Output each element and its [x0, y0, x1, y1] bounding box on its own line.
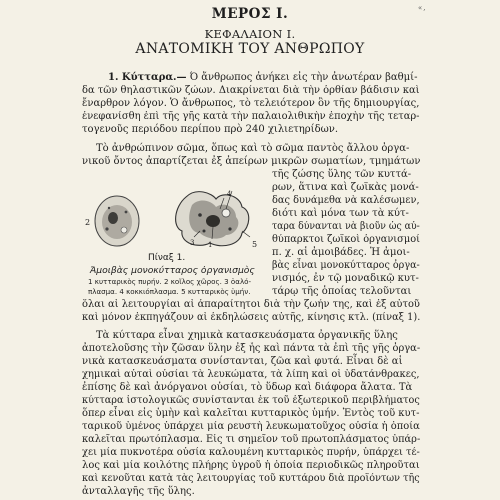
paragraph-line: ὅπερ εἶναι εἰς ὑμὴν καὶ καλεῖται κυτταρικὸς ὑμήν. Ἐντὸς τοῦ κυτ- — [82, 408, 420, 419]
paragraph-line: ὅλαι αἱ λειτουργίαι αἱ ἀπαραίτητοι διὰ τὴν ζωήν της, καὶ ἐξ αὐτοῦ — [82, 299, 420, 310]
paragraph-line: ταρικοῦ ὑμένος ὑπάρχει μία ρευστὴ λευκωματοῦχος οὐσία ἡ ὁποία — [82, 421, 420, 432]
wrap-line: δας δυνάμεθα νὰ καλέσωμεν, — [272, 195, 420, 206]
paragraph-line: ἐπίσης δὲ καὶ ἀνόργανοι οὐσίαι, τὸ ὕδωρ καὶ διάφορα ἄλατα. Τὰ — [82, 382, 413, 393]
paragraph-line: ἀνταλλαγῆς τῆς ὕλης. — [82, 486, 195, 497]
paragraph-line: χημικαὶ αὐταὶ οὐσίαι τὰ λευκώματα, τὰ λίπη καὶ οἱ ὑδατάνθρακες, — [82, 369, 420, 380]
paragraph-line: νικοῦ ὄντος ἀπαρτίζεται ἐξ ἀπείρων μικρῶν σωματίων, τμημάτων — [82, 156, 421, 167]
paragraph-line: ἀποτελοῦσης τὴν ζῶσαν ὕλην ἐξ ἧς καὶ πάντα τὰ ἐπὶ τῆς γῆς ὀργα- — [82, 343, 421, 354]
figure-label-2: 2 — [85, 218, 91, 227]
paragraph-line: χει μία πυκνοτέρα οὐσία καλουμένη κυτταρικὸς πυρήν, ὑπάρχει τέ- — [82, 447, 420, 458]
wrap-line: ταρα δύνανται νὰ βιοῦν ὡς αὐ- — [272, 221, 420, 232]
figure-caption-line: 1 κυτταρικὸς πυρήν. 2 κοῖλος χῶρος. 3 ὁαλό- — [88, 277, 252, 286]
section-heading: 1. Κύτταρα.— — [108, 72, 187, 83]
paragraph-line: νικὰ κατασκευάσματα συνίστανται, ζῶα καὶ φυτά. Εἶναι δὲ αἱ — [82, 356, 403, 367]
paragraph-line: Τὰ κύτταρα εἶναι χημικὰ κατασκευάσματα ὀργανικῆς ὕλης — [96, 330, 398, 341]
figure-caption-subtitle: Ἀμοιβὰς μονοκύτταρος ὀργανισμὸς — [90, 265, 255, 276]
section-first-line — [108, 72, 417, 84]
figure-caption-line: πλασμα. 4 κοκκιόπλασμα. 5 κυτταρικὸς ὑμήν. — [88, 287, 251, 296]
chapter-subtitle: ΑΝΑΤΟΜΙΚΗ ΤΟΥ ΑΝΘΡΩΠΟΥ — [135, 41, 365, 57]
figure-label-1: 1 — [208, 241, 213, 249]
section-text-line: ἐνεφανίσθη ἐπὶ τῆς γῆς κατὰ τὴν παλαιολιθικὴν ἐποχὴν τῆς τεταρ- — [82, 111, 420, 122]
amoeba-left-illustration — [95, 196, 139, 246]
paragraph-line: κύτταρα ἰστολογικῶς συνίστανται ἐκ τοῦ ἐξωτερικοῦ περιβλήματος — [82, 395, 420, 406]
figure-label-4: 4 — [227, 190, 232, 198]
wrap-line: τῆς ζώσης ὕλης τῶν κυττά- — [272, 169, 412, 180]
figure-label-3: 3 — [190, 239, 195, 247]
paragraph-line: λος καὶ μία κοιλότης πλήρης ὑγροῦ ἡ ὁποία περιοδικῶς πληροῦται — [82, 460, 420, 471]
wrap-line: π. χ. αἱ ἀμοιβάδες. Ἡ ἀμοι- — [272, 247, 410, 258]
part-title: ΜΕΡΟΣ Ι. — [211, 6, 289, 22]
wrap-line: ρων, ἅτινα καὶ ζωϊκὰς μονά- — [272, 182, 419, 193]
corner-mark: «, — [418, 4, 427, 12]
chapter-title: ΚΕΦΑΛΑΙΟΝ Ι. — [204, 27, 296, 41]
section-text-line: Ό ἄνθρωπος ἀνήκει εἰς τὴν ἀνωτέραν βαθμί- — [189, 72, 418, 83]
section-text-line: ἔναρθρον λόγον. Ὁ ἄνθρωπος, τὸ τελειότερον ὂν τῆς δημιουργίας, — [82, 98, 420, 109]
amoeba-right-illustration — [176, 191, 250, 246]
paragraph-line: Τὸ ἀνθρώπινον σῶμα, ὅπως καὶ τὸ σῶμα παντὸς ἄλλου ὀργα- — [96, 143, 410, 154]
figure-caption-title: Πίναξ 1. — [148, 253, 186, 263]
paragraph-line: καλεῖται πρωτόπλασμα. Εἰς τι σημεῖον τοῦ πρωτοπλάσματος ὑπάρ- — [82, 434, 421, 445]
wrap-line: διότι καὶ μόνα των τὰ κύτ- — [272, 208, 409, 219]
figure-label-5: 5 — [252, 240, 258, 249]
amoeba-figure — [82, 185, 272, 253]
paragraph-line: καὶ μόνον ἐκπηγάζουν αἱ ἐκδηλώσεις αὐτῆς, κίνησις κτλ. (πίναξ 1). — [82, 312, 421, 323]
wrap-line: θύπαρκτοι ζωϊκοὶ ὀργανισμοί — [272, 234, 420, 245]
wrap-line: τάρῳ τῆς ὁποίας τελοῦνται — [272, 286, 412, 297]
wrap-line: βὰς εἶναι μονοκύτταρος ὀργα- — [272, 260, 420, 271]
section-text-line: τογενοῦς περιόδου περίπου πρὸ 240 χιλιετηρίδων. — [82, 124, 339, 135]
paragraph-line: καὶ κενοῦται κατὰ τὰς λειτουργίας τοῦ κυττάρου διὰ προϊόντων τῆς — [82, 473, 420, 484]
wrap-line: νισμός, ἐν τῷ μοναδικῷ κυτ- — [272, 273, 419, 284]
section-text-line: δα τῶν θηλαστικῶν ζώων. Διακρίνεται διὰ τὴν ὀρθίαν βάδισιν καὶ — [82, 85, 420, 96]
